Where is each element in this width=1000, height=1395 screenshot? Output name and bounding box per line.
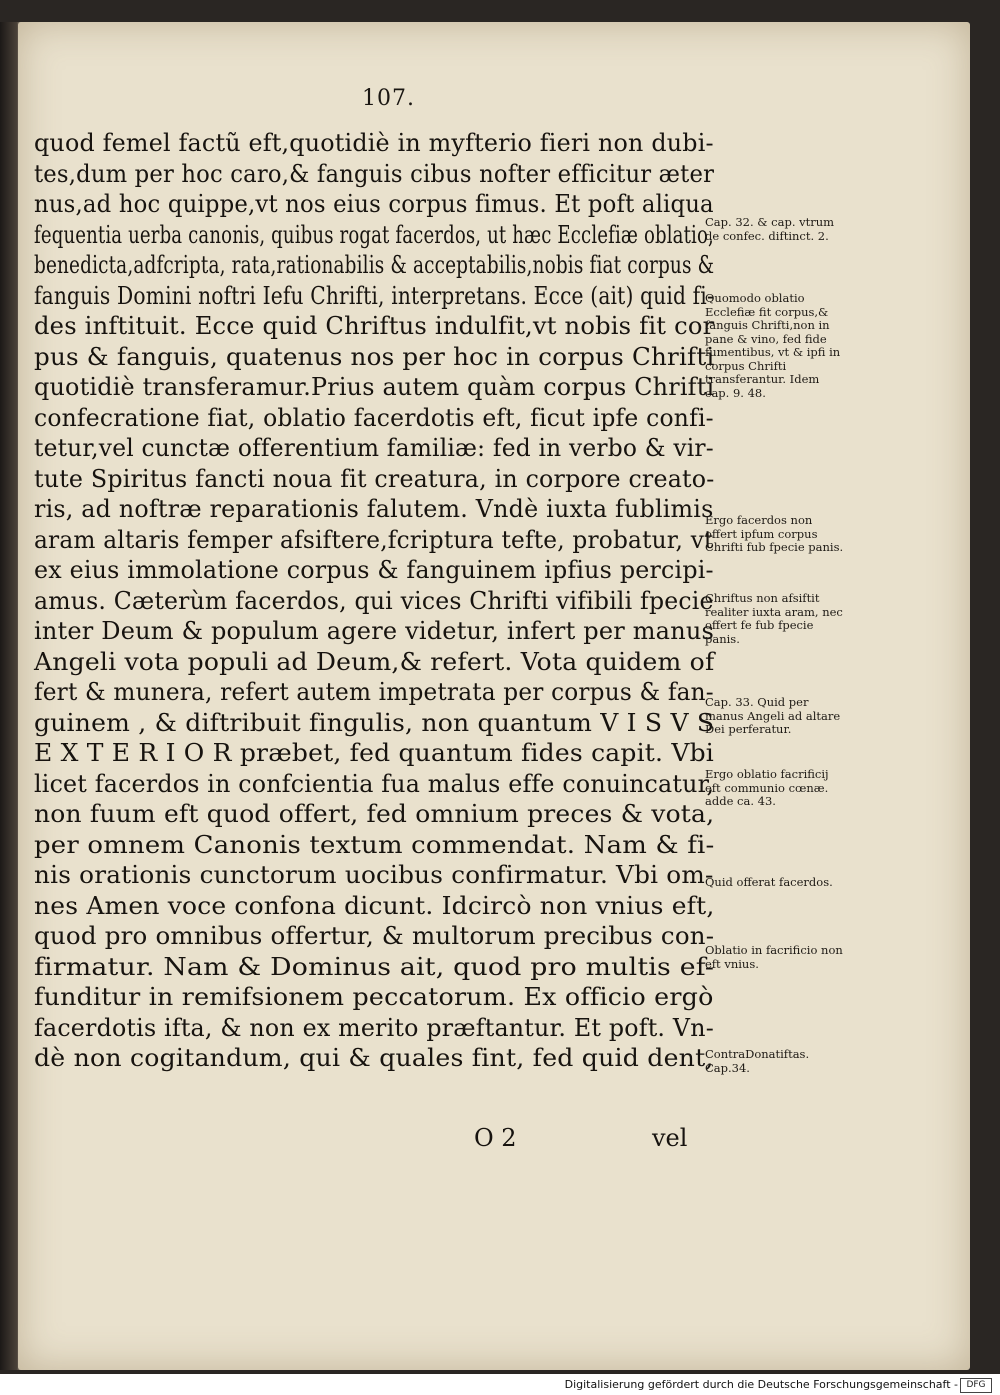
footer-bar — [0, 1374, 1000, 1395]
text-line: pus & fanguis, quatenus nos per hoc in corpus Chrifti — [34, 342, 715, 371]
text-line: nis orationis cunctorum uocibus confirmatur. Vbi om- — [34, 861, 714, 889]
page-number: 107. — [362, 86, 415, 111]
dfg-logo: DFG — [960, 1378, 992, 1393]
text-line: quod pro omnibus offertur, & multorum precibus con- — [34, 922, 715, 950]
text-line: inter Deum & populum agere videtur, infert per manus — [34, 617, 715, 645]
text-line: fequentia uerba canonis, quibus rogat facerdos, ut hæc Ecclefiæ oblatio, — [34, 220, 714, 249]
text-line: facerdotis ifta, & non ex merito præftantur. Et poft. Vn- — [34, 1013, 714, 1042]
marginal-note: Quomodo oblatio Ecclefiæ fit corpus,& fanguis Chrifti,non in pane & vino, fed fide fumentibus, vt & ipfi in corpus Chrifti transferantur. Idem cap. 9. 48. — [705, 291, 841, 400]
text-line: E X T E R I O R præbet, fed quantum fides capit. Vbi — [34, 739, 715, 767]
text-line: aram altaris femper afsiftere,fcriptura tefte, probatur, vt — [34, 525, 714, 554]
marginal-note: Chriftus non afsiftit realiter iuxta aram, nec offert fe fub fpecie panis. — [705, 591, 843, 646]
text-line: benedicta,adfcripta, rata,rationabilis & acceptabilis,nobis fiat corpus & — [34, 251, 715, 279]
marginal-note: ContraDonatiftas. Cap.34. — [705, 1047, 810, 1075]
text-line: confecratione fiat, oblatio facerdotis eft, ficut ipfe confi- — [34, 403, 714, 432]
signature-mark: O 2 — [474, 1124, 517, 1152]
text-line: quod femel factũ eft,quotidiè in myfterio fieri non dubi- — [34, 129, 714, 157]
text-line: des inftituit. Ecce quid Chriftus indulfit,vt nobis fit cor — [34, 312, 715, 340]
text-line: tute Spiritus fancti noua fit creatura, in corpore creato- — [34, 464, 715, 493]
marginal-note: Ergo oblatio facrificij eft communio cœnæ. adde ca. 43. — [705, 767, 829, 808]
text-line: nes Amen voce confona dicunt. Idcircò non vnius eft, — [34, 891, 715, 920]
marginal-note: Quid offerat facerdos. — [705, 875, 833, 889]
text-line: amus. Cæterùm facerdos, qui vices Chrifti vifibili fpecie — [34, 586, 714, 615]
text-line: Angeli vota populi ad Deum,& refert. Vota quidem of — [34, 647, 715, 676]
marginal-note: Cap. 32. & cap. vtrum de confec. diftinct. 2. — [705, 215, 835, 243]
text-line: per omnem Canonis textum commendat. Nam & fi- — [34, 830, 715, 859]
text-line: fert & munera, refert autem impetrata per corpus & fan- — [34, 678, 714, 706]
text-line: ex eius immolatione corpus & fanguinem ipfius percipi- — [34, 556, 714, 584]
text-line: fanguis Domini noftri Iefu Chrifti, interpretans. Ecce (ait) quid fi- — [34, 281, 714, 310]
text-line: guinem , & diftribuit fingulis, non quantum V I S V S — [34, 708, 715, 737]
text-line: funditur in remifsionem peccatorum. Ex officio ergò — [34, 983, 714, 1011]
text-line: non fuum eft quod offert, fed omnium preces & vota, — [34, 800, 715, 828]
text-line: tes,dum per hoc caro,& fanguis cibus nofter efficitur æter — [34, 159, 715, 188]
text-line: ris, ad noftræ reparationis falutem. Vndè iuxta fublimis — [34, 495, 714, 523]
text-line: nus,ad hoc quippe,vt nos eius corpus fimus. Et poft aliqua — [34, 190, 714, 218]
marginal-note: Ergo facerdos non offert ipfum corpus Chrifti fub fpecie panis. — [705, 513, 844, 554]
text-line: tetur,vel cunctæ offerentium familiæ: fed in verbo & vir- — [34, 434, 714, 462]
main-text-block — [34, 128, 714, 1074]
text-line: quotidiè transferamur.Prius autem quàm corpus Chrifti — [34, 373, 715, 401]
text-line: licet facerdos in confcientia fua malus effe conuincatur, — [34, 769, 715, 798]
marginal-note: Oblatio in facrificio non eft vnius. — [705, 943, 843, 971]
marginal-note: Cap. 33. Quid per manus Angeli ad altare Dei perferatur. — [705, 695, 841, 736]
text-line: firmatur. Nam & Dominus ait, quod pro multis ef- — [34, 952, 715, 981]
funding-credit: Digitalisierung gefördert durch die Deutsche Forschungsgemeinschaft - — [564, 1378, 958, 1391]
text-line: dè non cogitandum, qui & quales fint, fed quid dent, — [34, 1044, 714, 1072]
catchword: vel — [652, 1124, 688, 1152]
